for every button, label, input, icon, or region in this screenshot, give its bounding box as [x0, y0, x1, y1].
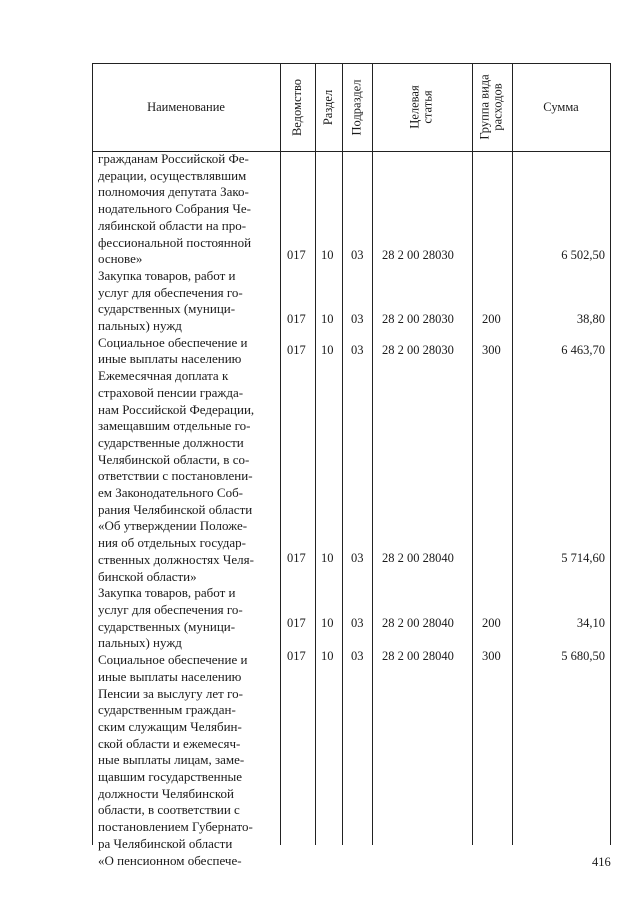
- column-divider: [342, 63, 343, 845]
- page-number: 416: [592, 855, 611, 869]
- name-line: нам Российской Федерации,: [98, 401, 255, 417]
- name-line: услуг для обеспечения го-: [98, 601, 243, 617]
- cell-article: 28 2 00 28030: [382, 312, 454, 326]
- header-target-article: [372, 63, 472, 151]
- name-line: рания Челябинской области: [98, 501, 253, 517]
- column-divider: [512, 63, 513, 845]
- header-name: [92, 63, 280, 151]
- cell-section: 10: [321, 343, 334, 357]
- name-line: сударственным граждан-: [98, 702, 236, 718]
- header-subsection-label: Подраздел: [349, 79, 364, 135]
- name-line: ственных должностях Челя-: [98, 551, 254, 567]
- name-line: полномочия депутата Зако-: [98, 184, 249, 200]
- name-line: пальных) нужд: [98, 635, 182, 651]
- header-target-article-line1: Целевая: [408, 85, 422, 129]
- cell-department: 017: [287, 312, 306, 326]
- cell-article: 28 2 00 28040: [382, 551, 454, 565]
- cell-section: 10: [321, 649, 334, 663]
- table-border-right: [610, 63, 611, 845]
- name-line: услуг для обеспечения го-: [98, 284, 243, 300]
- cell-sum: 5 714,60: [561, 551, 605, 565]
- header-expense-group-label: [479, 74, 505, 139]
- name-line: иные выплаты населению: [98, 668, 242, 684]
- name-line: Социальное обеспечение и: [98, 652, 248, 668]
- header-expense-group-line2: расходов: [491, 83, 506, 131]
- name-line: гражданам Российской Фе-: [98, 151, 249, 166]
- header-department-label: Ведомство: [290, 78, 304, 136]
- cell-subsection: 03: [351, 616, 364, 630]
- cell-sum: 6 502,50: [561, 248, 605, 262]
- name-line: Ежемесячная доплата к: [98, 368, 229, 384]
- cell-article: 28 2 00 28040: [382, 616, 454, 630]
- name-line: ния об отдельных государ-: [98, 535, 246, 551]
- cell-group: 200: [482, 312, 501, 326]
- header-section: [315, 63, 342, 151]
- header-sum-label: Сумма: [543, 99, 579, 114]
- column-divider: [472, 63, 473, 845]
- header-subsection: [342, 63, 372, 151]
- name-line: иные выплаты населению: [98, 351, 242, 367]
- name-line: ским служащим Челябин-: [98, 718, 242, 734]
- header-expense-group: [472, 63, 512, 151]
- cell-sum: 6 463,70: [561, 343, 605, 357]
- cell-article: 28 2 00 28040: [382, 649, 454, 663]
- header-expense-group-line1: Группа вида: [478, 74, 493, 140]
- name-line: области, в соответствии с: [98, 802, 240, 818]
- cell-sum: 34,10: [576, 616, 605, 630]
- header-target-article-label: [409, 85, 435, 128]
- cell-subsection: 03: [351, 312, 364, 326]
- cell-department: 017: [287, 551, 306, 565]
- header-name-label: Наименование: [147, 99, 225, 114]
- name-line: лябинской области на про-: [98, 217, 247, 233]
- header-target-article-line2: статья: [421, 90, 435, 124]
- name-line: постановлением Губернато-: [98, 819, 253, 835]
- column-divider: [315, 63, 316, 845]
- name-line: сударственных (муници-: [98, 301, 236, 317]
- name-line: Социальное обеспечение и: [98, 334, 248, 350]
- name-line: должности Челябинской: [98, 785, 234, 801]
- name-column: [98, 151, 278, 869]
- name-line: замещавшим отдельные го-: [98, 418, 251, 434]
- name-line: Закупка товаров, работ и: [98, 267, 236, 283]
- column-divider: [280, 63, 281, 845]
- name-line: «О пенсионном обеспече-: [98, 852, 242, 868]
- name-line: щавшим государственные: [98, 769, 243, 785]
- name-line: дерации, осуществлявшим: [98, 167, 247, 183]
- name-line: ответствии с постановлени-: [98, 468, 253, 484]
- header-department: [280, 63, 315, 151]
- cell-subsection: 03: [351, 649, 364, 663]
- name-line: основе»: [98, 251, 143, 267]
- cell-section: 10: [321, 248, 334, 262]
- name-line: «Об утверждении Положе-: [98, 518, 248, 534]
- name-line: ем Законодательного Соб-: [98, 485, 244, 501]
- name-line: пальных) нужд: [98, 318, 182, 334]
- name-line: ра Челябинской области: [98, 835, 233, 851]
- name-line: Пенсии за выслугу лет го-: [98, 685, 243, 701]
- cell-section: 10: [321, 551, 334, 565]
- cell-article: 28 2 00 28030: [382, 343, 454, 357]
- cell-department: 017: [287, 649, 306, 663]
- cell-section: 10: [321, 616, 334, 630]
- header-sum: [512, 63, 610, 151]
- cell-department: 017: [287, 248, 306, 262]
- name-line: ской области и ежемесяч-: [98, 735, 241, 751]
- column-divider: [372, 63, 373, 845]
- cell-subsection: 03: [351, 343, 364, 357]
- name-line: сударственных (муници-: [98, 618, 236, 634]
- cell-department: 017: [287, 616, 306, 630]
- cell-group: 300: [482, 649, 501, 663]
- header-section-label: Раздел: [321, 89, 336, 125]
- cell-subsection: 03: [351, 551, 364, 565]
- cell-subsection: 03: [351, 248, 364, 262]
- name-line: нодательного Собрания Че-: [98, 201, 251, 217]
- cell-department: 017: [287, 343, 306, 357]
- cell-sum: 5 680,50: [561, 649, 605, 663]
- name-line: Закупка товаров, работ и: [98, 585, 236, 601]
- cell-section: 10: [321, 312, 334, 326]
- name-line: Челябинской области, в со-: [98, 451, 250, 467]
- cell-group: 200: [482, 616, 501, 630]
- name-line: ные выплаты лицам, заме-: [98, 752, 245, 768]
- name-line: страховой пенсии гражда-: [98, 384, 244, 400]
- cell-sum: 38,80: [576, 312, 605, 326]
- cell-article: 28 2 00 28030: [382, 248, 454, 262]
- name-line: сударственные должности: [98, 434, 244, 450]
- name-line: фессиональной постоянной: [98, 234, 252, 250]
- table-border-left: [92, 63, 93, 845]
- cell-group: 300: [482, 343, 501, 357]
- name-line: бинской области»: [98, 568, 197, 584]
